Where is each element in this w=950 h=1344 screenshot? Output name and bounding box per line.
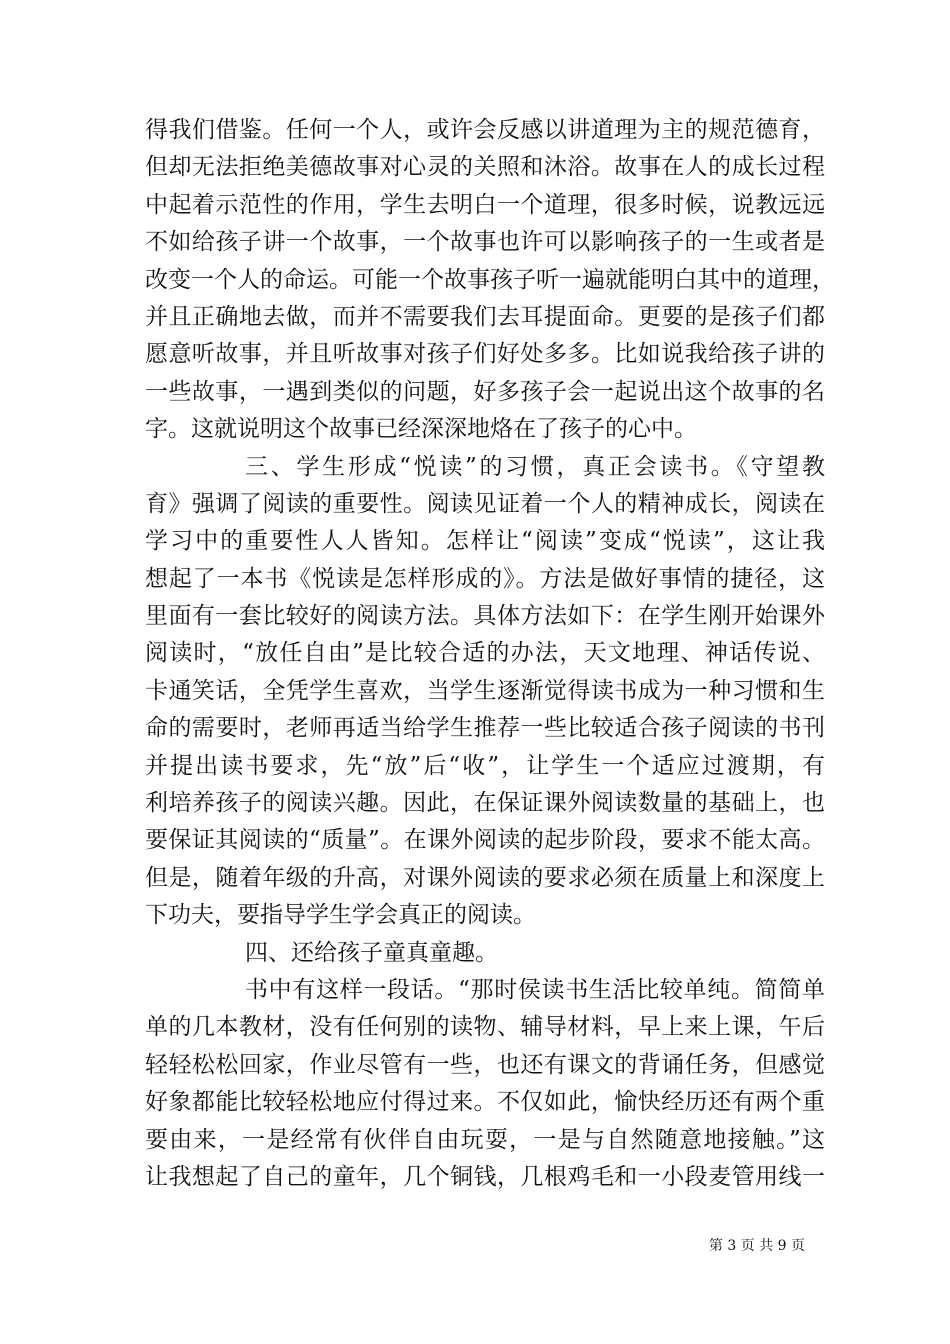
text-line: 并提出读书要求，先“放”后“收”，让学生一个适应过渡期，有 — [145, 752, 825, 779]
text-line: 轻轻松松回家，作业尽管有一些，也还有课文的背诵任务，但感觉 — [145, 1051, 825, 1078]
text-line: 一些故事，一遇到类似的问题，好多孩子会一起说出这个故事的名 — [145, 378, 825, 405]
text-line: 里面有一套比较好的阅读方法。具体方法如下：在学生刚开始课外 — [145, 603, 825, 630]
text-line: 愿意听故事，并且听故事对孩子们好处多多。比如说我给孩子讲的 — [145, 341, 825, 368]
text-line: 得我们借鉴。任何一个人，或许会反感以讲道理为主的规范德育， — [145, 117, 825, 143]
text-line: 单的几本教材，没有任何别的读物、辅导材料，早上来上课，午后 — [145, 1014, 825, 1041]
section-heading-4: 四、还给孩子童真童趣。 — [245, 939, 498, 966]
text-line: 但却无法拒绝美德故事对心灵的关照和沐浴。故事在人的成长过程 — [145, 154, 825, 181]
text-line: 但是，随着年级的升高，对课外阅读的要求必须在质量上和深度上 — [145, 864, 825, 891]
text-line: 下功夫，要指导学生学会真正的阅读。 — [145, 902, 536, 929]
text-line: 学习中的重要性人人皆知。怎样让“阅读”变成“悦读”，这让我 — [145, 528, 825, 555]
text-line: 并且正确地去做，而并不需要我们去耳提面命。更要的是孩子们都 — [145, 303, 825, 330]
text-line: 要保证其阅读的“质量”。在课外阅读的起步阶段，要求不能太高。 — [145, 827, 825, 854]
text-line: 利培养孩子的阅读兴趣。因此，在保证课外阅读数量的基础上，也 — [145, 790, 825, 817]
text-line: 卡通笑话，全凭学生喜欢，当学生逐渐觉得读书成为一种习惯和生 — [145, 677, 825, 704]
text-line: 书中有这样一段话。“那时侯读书生活比较单纯。简简单 — [245, 976, 825, 1003]
text-line: 字。这就说明这个故事已经深深地烙在了孩子的心中。 — [145, 416, 697, 443]
text-line: 不如给孩子讲一个故事，一个故事也许可以影响孩子的一生或者是 — [145, 229, 825, 256]
text-line: 让我想起了自己的童年，几个铜钱，几根鸡毛和一小段麦管用线一 — [145, 1163, 825, 1190]
text-line: 命的需要时，老师再适当给学生推荐一些比较适合孩子阅读的书刊 — [145, 715, 825, 742]
section-heading-3: 三、学生形成“悦读”的习惯，真正会读书。《守望教 — [245, 453, 825, 480]
text-line: 阅读时，“放任自由”是比较合适的办法，天文地理、神话传说、 — [145, 640, 825, 667]
text-line: 好象都能比较轻松地应付得过来。不仅如此，愉快经历还有两个重 — [145, 1089, 825, 1116]
document-body — [145, 112, 835, 1196]
text-line: 想起了一本书《悦读是怎样形成的》。方法是做好事情的捷径，这 — [145, 565, 825, 592]
text-line: 育》强调了阅读的重要性。阅读见证着一个人的精神成长，阅读在 — [145, 490, 825, 517]
text-line: 中起着示范性的作用，学生去明白一个道理，很多时候，说教远远 — [145, 191, 825, 218]
text-line: 改变一个人的命运。可能一个故事孩子听一遍就能明白其中的道理， — [145, 266, 835, 293]
text-line: 要由来，一是经常有伙伴自由玩耍，一是与自然随意地接触。”这 — [145, 1126, 825, 1153]
page-number-footer: 第 3 页 共 9 页 — [708, 1238, 805, 1254]
